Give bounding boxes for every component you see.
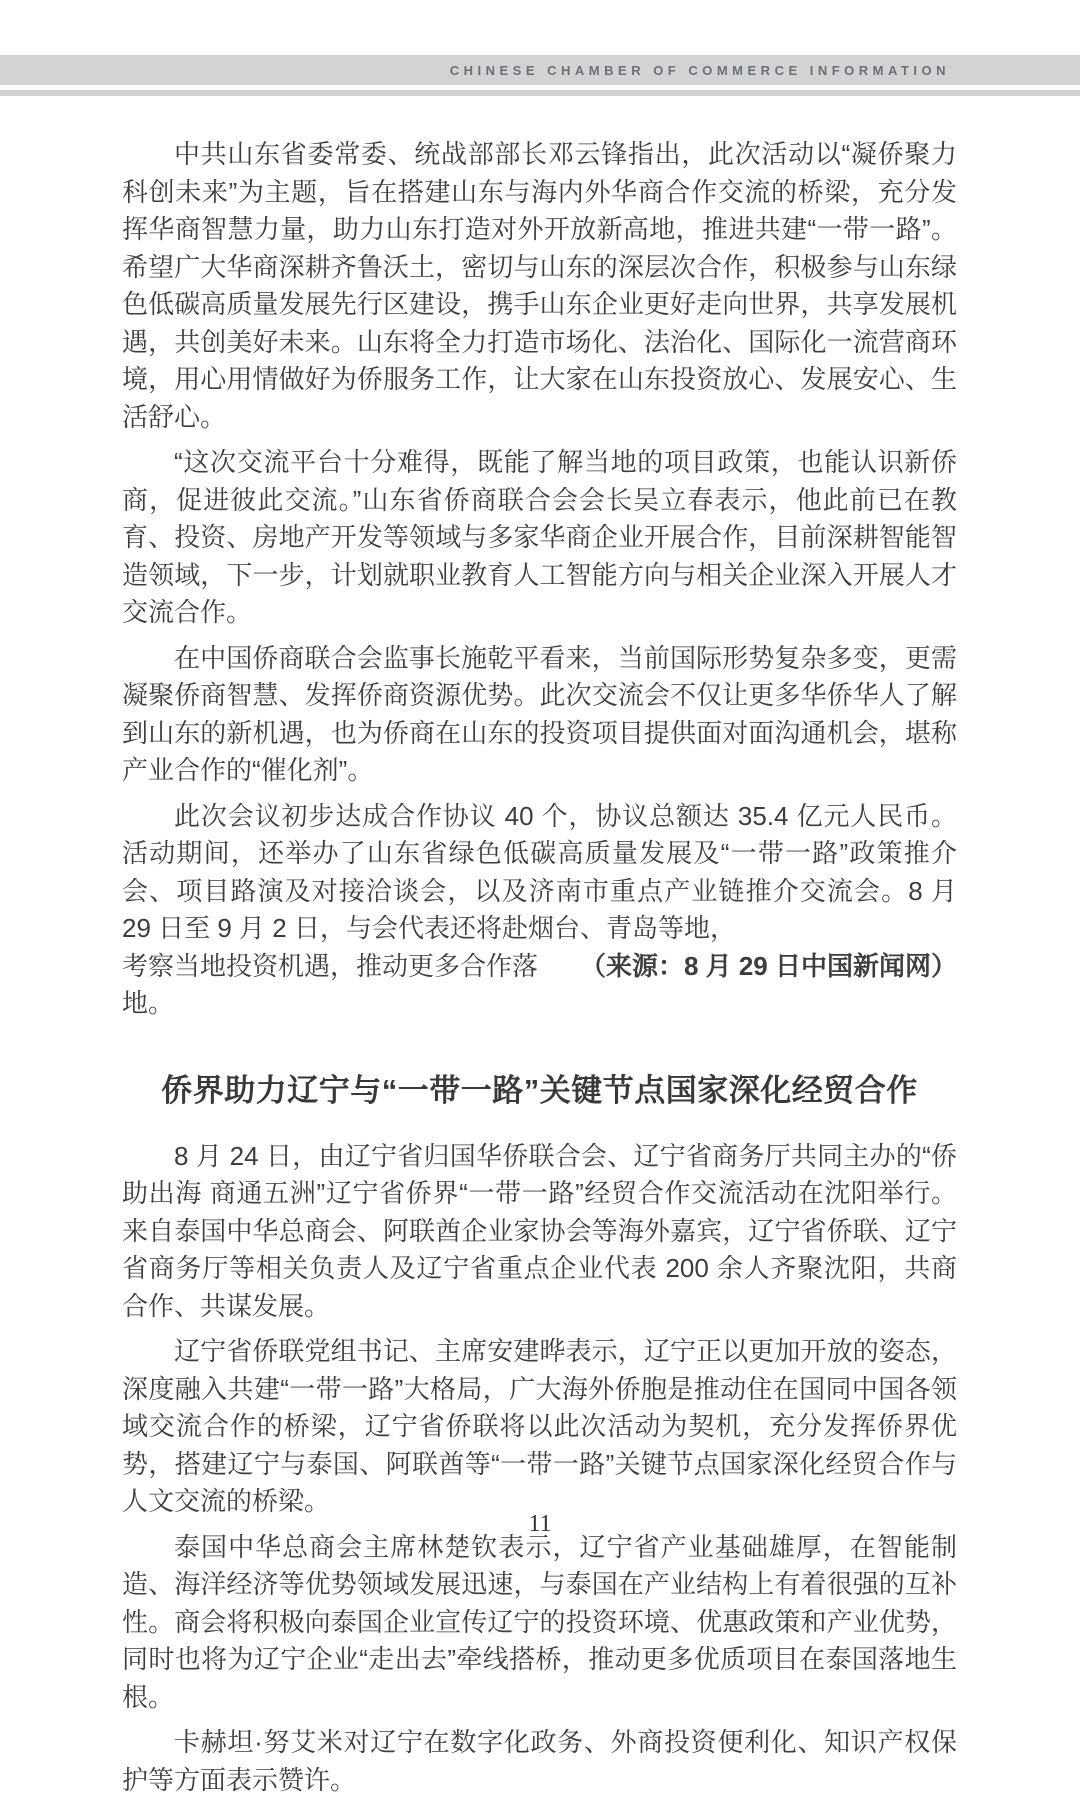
article-liaoning-belt-and-road [122,1069,957,1799]
paragraph: 卡赫坦·努艾米对辽宁在数字化政务、外商投资便利化、知识产权保护等方面表示赞许。 [122,1724,957,1799]
paragraph: 8 月 24 日，由辽宁省归国华侨联合会、辽宁省商务厅共同主办的“侨助出海 商通五洲”辽宁省侨界“一带一路”经贸合作交流活动在沈阳举行。来自泰国中华总商会、阿联酋企业家协会等海外嘉宾，辽宁省侨联、辽宁省商务厅等相关负责人及辽宁省重点企业代表 200 余人齐聚沈阳，共商合作、共谋发展。 [122,1138,957,1326]
document-page [0,55,1080,1580]
source-attribution: （来源：8 月 29 日中国新闻网） [580,948,957,986]
page-content [0,96,1080,1799]
paragraph: 辽宁省侨联党组书记、主席安建晔表示，辽宁正以更加开放的姿态，深度融入共建“一带一路”大格局，广大海外侨胞是推动住在国同中国各领域交流合作的桥梁，辽宁省侨联将以此次活动为契机，充分发挥侨界优势，搭建辽宁与泰国、阿联酋等“一带一路”关键节点国家深化经贸合作与人文交流的桥梁。 [122,1333,957,1521]
banner-title: CHINESE CHAMBER OF COMMERCE INFORMATION [450,63,950,78]
header-banner-bar [0,55,1080,85]
paragraph: 泰国中华总商会主席林楚钦表示，辽宁省产业基础雄厚，在智能制造、海洋经济等优势领域发展迅速，与泰国在产业结构上有着很强的互补性。商会将积极向泰国企业宣传辽宁的投资环境、优惠政策和产业优势，同时也将为辽宁企业“走出去”牵线搭桥，推动更多优质项目在泰国落地生根。 [122,1529,957,1717]
paragraph: “这次交流平台十分难得，既能了解当地的项目政策，也能认识新侨商，促进彼此交流。”山东省侨商联合会会长吴立春表示，他此前已在教育、投资、房地产开发等领域与多家华商企业开展合作，目前深耕智能智造领域，下一步，计划就职业教育人工智能方向与相关企业深入开展人才交流合作。 [122,444,957,632]
page-number: 11 [0,1511,1080,1538]
closing-line [122,948,957,1023]
paragraph: 此次会议初步达成合作协议 40 个，协议总额达 35.4 亿元人民币。活动期间，还举办了山东省绿色低碳高质量发展及“一带一路”政策推介会、项目路演及对接洽谈会，以及济南市重点产业链推介交流会。8 月 29 日至 9 月 2 日，与会代表还将赴烟台、青岛等地， [122,798,957,948]
article-title: 侨界助力辽宁与“一带一路”关键节点国家深化经贸合作 [122,1069,957,1113]
closing-line-text: 考察当地投资机遇，推动更多合作落地。 [122,948,580,1023]
page-header [0,55,1080,96]
paragraph: 在中国侨商联合会监事长施乾平看来，当前国际形势复杂多变，更需凝聚侨商智慧、发挥侨商资源优势。此次交流会不仅让更多华侨华人了解到山东的新机遇，也为侨商在山东的投资项目提供面对面沟通机会，堪称产业合作的“催化剂”。 [122,640,957,790]
paragraph: 中共山东省委常委、统战部部长邓云锋指出，此次活动以“凝侨聚力 科创未来”为主题，旨在搭建山东与海内外华商合作交流的桥梁，充分发挥华商智慧力量，助力山东打造对外开放新高地，推进共建“一带一路”。希望广大华商深耕齐鲁沃土，密切与山东的深层次合作，积极参与山东绿色低碳高质量发展先行区建设，携手山东企业更好走向世界，共享发展机遇，共创美好未来。山东将全力打造市场化、法治化、国际化一流营商环境，用心用情做好为侨服务工作，让大家在山东投资放心、发展安心、生活舒心。 [122,136,957,436]
article-shandong-overseas-chinese-event [122,136,957,1023]
